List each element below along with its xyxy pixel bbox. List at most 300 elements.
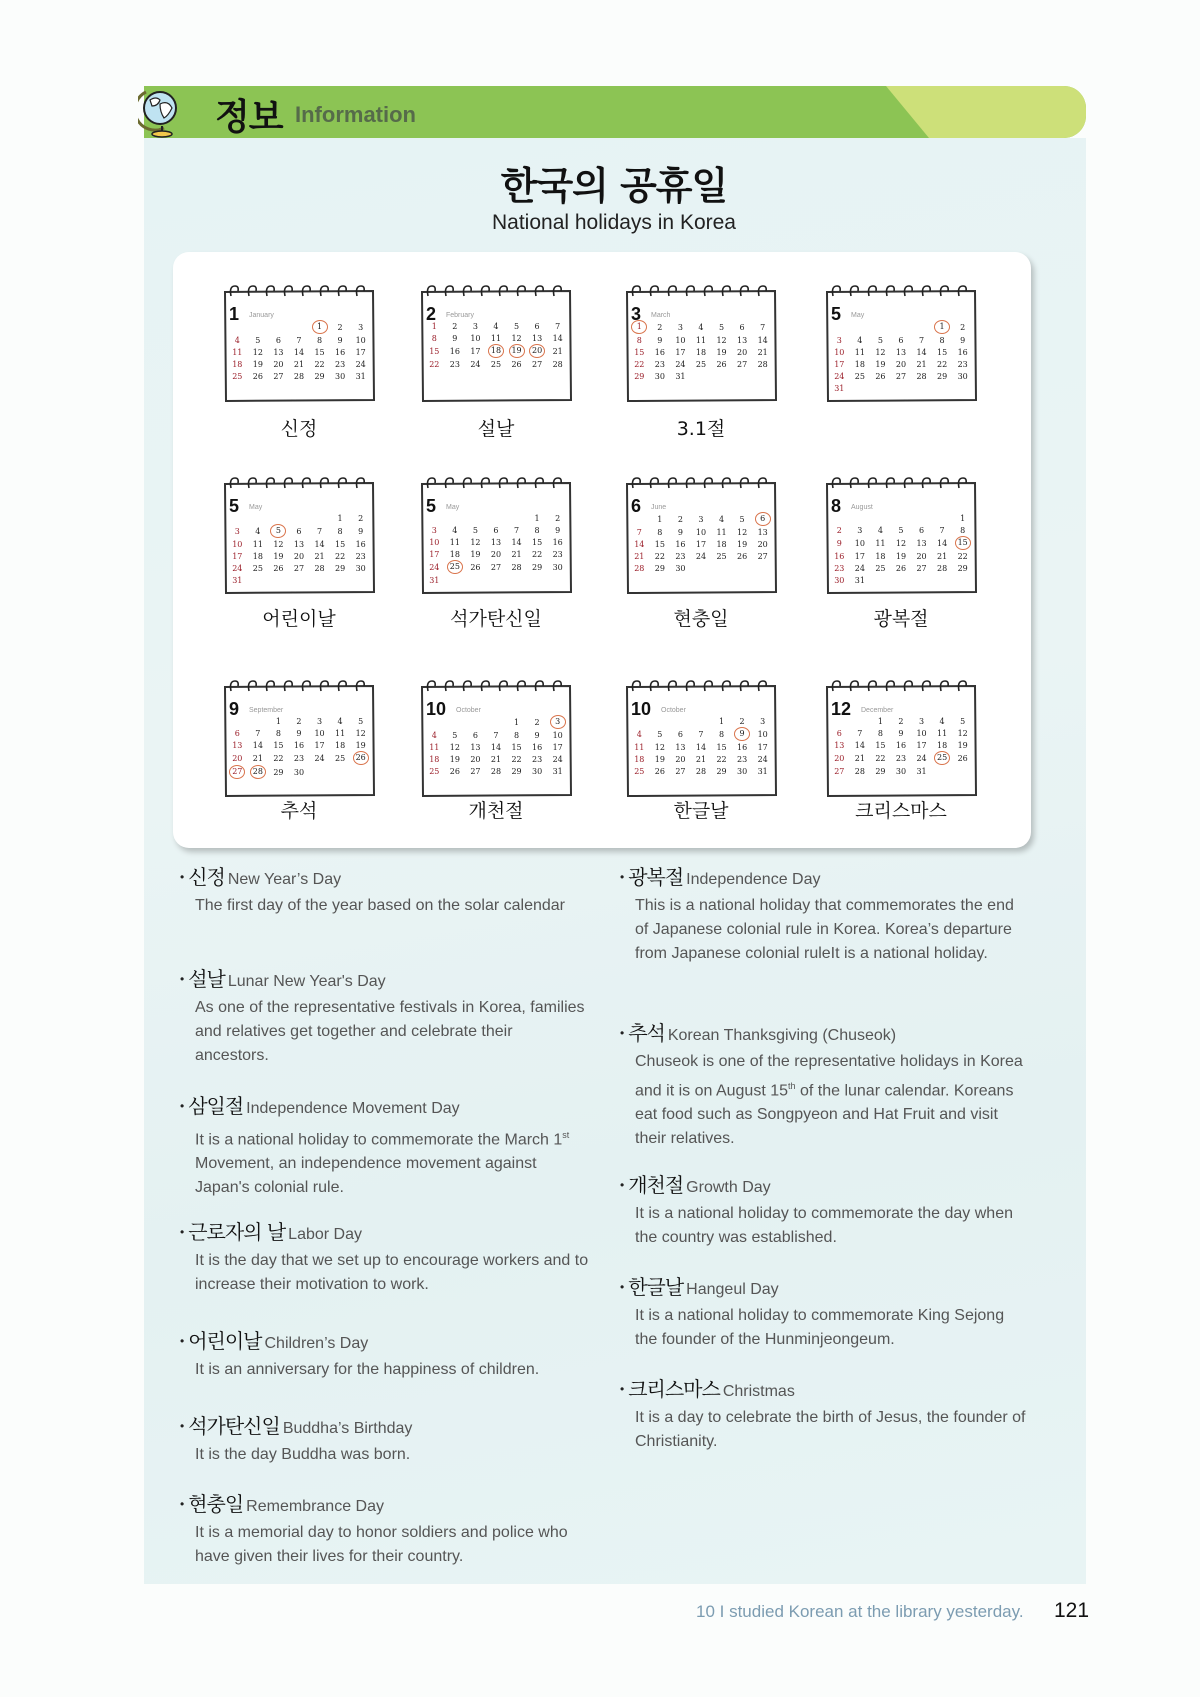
calendar-day: 8 xyxy=(960,525,966,535)
calendar-day: 16 xyxy=(355,539,366,549)
holiday-name-english: Buddha’s Birthday xyxy=(282,1420,413,1437)
calendar-day: 23 xyxy=(293,753,305,763)
calendar-day: 21 xyxy=(490,754,502,764)
calendar-day: 11 xyxy=(449,537,460,547)
calendar-day: 25 xyxy=(716,551,727,561)
calendar-day: 18 xyxy=(232,359,243,369)
calendar-day: 17 xyxy=(854,551,865,561)
calendar-day-holiday: 19 xyxy=(506,344,527,358)
calendar-day: 26 xyxy=(957,753,968,763)
calendar-day: 23 xyxy=(675,551,686,561)
calendar-day: 5 xyxy=(960,716,966,726)
calendar-day: 21 xyxy=(511,549,522,559)
calendar-day: 30 xyxy=(895,766,907,776)
calendar-days-grid xyxy=(829,512,973,586)
calendar-day: 17 xyxy=(834,359,845,369)
calendar-day: 23 xyxy=(834,563,845,573)
calendar-day: 24 xyxy=(757,754,768,764)
calendar-day: 30 xyxy=(834,575,845,585)
bullet-icon: • xyxy=(620,870,625,884)
calendar-day: 7 xyxy=(255,728,261,738)
calendar-day: 13 xyxy=(232,740,243,750)
calendar-holiday-label: 광복절 xyxy=(873,608,929,630)
calendar-day: 30 xyxy=(737,766,748,776)
calendar-day: 11 xyxy=(634,742,645,752)
calendar-day: 28 xyxy=(490,766,502,776)
calendar-day: 20 xyxy=(675,754,686,764)
calendar-day: 17 xyxy=(695,539,707,549)
calendar-day: 31 xyxy=(232,575,243,585)
calendar-day: 16 xyxy=(737,742,748,752)
calendar-day: 6 xyxy=(472,730,478,740)
calendar-day: 8 xyxy=(939,335,945,345)
calendar-month-number: 9 xyxy=(229,699,240,719)
calendar-day: 20 xyxy=(757,539,768,549)
calendar-day: 26 xyxy=(252,371,263,381)
calendar-day: 12 xyxy=(355,728,366,738)
calendar-day: 20 xyxy=(895,359,907,369)
calendar-days-grid xyxy=(629,320,773,382)
calendar-day: 12 xyxy=(273,539,284,549)
calendar-day: 12 xyxy=(716,335,727,345)
calendar-day: 24 xyxy=(834,371,845,381)
calendar-day: 17 xyxy=(232,551,243,561)
calendar-day: 16 xyxy=(895,740,907,750)
calendar-day: 31 xyxy=(429,575,440,585)
calendar-day: 2 xyxy=(677,514,683,524)
calendar-day: 28 xyxy=(916,371,927,381)
holiday-description: It is a national holiday to commemorate the day when the country was established. xyxy=(635,1205,1013,1246)
holiday-name-english: Children’s Day xyxy=(264,1335,369,1352)
calendar-day: 17 xyxy=(552,742,563,752)
holiday-entry xyxy=(180,1221,590,1297)
calendar-day: 26 xyxy=(875,371,886,381)
calendar-day: 3 xyxy=(677,322,683,332)
calendar-day: 22 xyxy=(716,754,727,764)
calendar-day: 29 xyxy=(532,562,543,572)
calendar-day: 23 xyxy=(449,359,460,369)
calendar-day: 19 xyxy=(470,549,481,559)
holiday-entry-heading xyxy=(620,1276,1030,1301)
calendar-day: 7 xyxy=(636,527,642,537)
calendar-day: 10 xyxy=(355,335,366,345)
calendar-days-grid xyxy=(629,715,773,777)
holiday-description: The first day of the year based on the solar calendar xyxy=(195,897,565,914)
calendar-month-number: 5 xyxy=(831,304,842,324)
calendar-day: 29 xyxy=(957,563,968,573)
calendar-day-holiday: 20 xyxy=(527,344,548,358)
calendar-day: 18 xyxy=(695,347,707,357)
calendar-day: 28 xyxy=(937,563,948,573)
bullet-icon: • xyxy=(180,870,185,884)
calendar-day: 28 xyxy=(314,563,325,573)
calendar-day: 21 xyxy=(937,551,948,561)
calendar-day: 14 xyxy=(854,740,865,750)
calendar-day-holiday: 3 xyxy=(547,715,568,729)
calendar-december xyxy=(825,677,977,791)
calendar-day: 4 xyxy=(431,730,437,740)
calendar-day: 13 xyxy=(273,347,284,357)
calendar-month-number: 3 xyxy=(631,304,642,324)
calendar-day-holiday: 27 xyxy=(227,765,248,779)
holiday-entry xyxy=(180,968,590,1068)
calendar-day: 6 xyxy=(275,335,281,345)
calendar-day: 16 xyxy=(834,551,845,561)
calendar-day: 22 xyxy=(957,551,968,561)
calendar-day: 2 xyxy=(657,322,663,332)
calendar-month-name: May xyxy=(249,504,263,511)
calendar-day: 5 xyxy=(513,321,520,331)
holiday-entry xyxy=(620,866,1030,966)
calendar-day: 4 xyxy=(698,322,704,332)
holiday-entry-heading xyxy=(620,866,1030,891)
calendar-day: 11 xyxy=(695,335,707,345)
holiday-description: It is a national holiday to commemorate King Sejong the founder of the Hunminjeongeum. xyxy=(635,1307,1005,1348)
calendar-day: 15 xyxy=(875,740,886,750)
calendar-day: 12 xyxy=(654,742,665,752)
calendar-day: 27 xyxy=(532,359,543,369)
calendar-day: 12 xyxy=(449,742,460,752)
calendar-month-number: 2 xyxy=(426,304,437,324)
holiday-name-english: Remembrance Day xyxy=(246,1498,384,1515)
calendar-day: 22 xyxy=(654,551,665,561)
calendar-holiday-label: 어린이날 xyxy=(262,608,336,630)
calendar-day: 16 xyxy=(532,742,543,752)
calendar-day: 8 xyxy=(534,525,540,535)
calendar-day: 24 xyxy=(854,563,865,573)
calendar-day: 30 xyxy=(293,767,305,777)
calendar-day: 11 xyxy=(429,742,440,752)
calendar-day: 22 xyxy=(634,359,645,369)
holiday-name-korean: 현충일 xyxy=(188,1492,244,1516)
calendar-day: 6 xyxy=(836,728,842,738)
calendar-day: 10 xyxy=(314,728,325,738)
calendar-day: 25 xyxy=(429,766,440,776)
calendar-day: 6 xyxy=(677,729,683,739)
calendar-day: 27 xyxy=(916,563,927,573)
calendar-day: 4 xyxy=(877,525,883,535)
ordinal-suffix: th xyxy=(788,1081,796,1091)
calendar-day: 12 xyxy=(957,728,968,738)
calendar-day: 29 xyxy=(937,371,948,381)
calendar-day-holiday: 5 xyxy=(268,524,289,538)
bullet-icon: • xyxy=(180,1334,185,1348)
calendar-day: 21 xyxy=(757,347,768,357)
bullet-icon: • xyxy=(620,1026,625,1040)
calendar-days-grid xyxy=(227,715,371,779)
calendar-day: 8 xyxy=(718,729,725,739)
calendar-day: 21 xyxy=(552,346,563,356)
calendar-days-grid xyxy=(829,320,973,394)
calendar-month-name: October xyxy=(661,707,686,714)
calendar-day: 22 xyxy=(429,359,440,369)
calendar-holiday-label: 개천절 xyxy=(468,800,524,822)
calendar-august xyxy=(825,474,977,588)
calendar-march xyxy=(625,282,777,396)
holiday-name-korean: 근로자의 날 xyxy=(188,1220,286,1244)
calendar-day: 29 xyxy=(716,766,727,776)
calendar-may xyxy=(420,474,572,588)
calendar-month-number: 12 xyxy=(831,699,852,719)
calendar-day-holiday: 15 xyxy=(952,536,973,550)
bullet-icon: • xyxy=(180,1497,185,1511)
calendar-month-number: 5 xyxy=(229,496,240,516)
calendar-day: 16 xyxy=(335,347,346,357)
calendar-day: 9 xyxy=(960,335,966,345)
calendar-day: 14 xyxy=(695,742,707,752)
calendar-day: 13 xyxy=(675,742,686,752)
calendar-day: 31 xyxy=(854,575,865,585)
calendar-day: 5 xyxy=(452,730,458,740)
holiday-description: It is a day to celebrate the birth of Jesus, the founder of Christianity. xyxy=(635,1409,1026,1450)
holiday-entry-heading xyxy=(180,968,590,993)
calendar-card xyxy=(173,252,1031,848)
calendar-holiday-label: 신정 xyxy=(280,418,318,440)
calendar-day: 6 xyxy=(234,728,240,738)
calendar-day: 15 xyxy=(716,742,727,752)
calendar-february xyxy=(420,282,572,396)
description-part: Movement, an independence movement against Japan's colonial rule. xyxy=(195,1155,537,1197)
calendar-month-name: June xyxy=(651,504,667,511)
bullet-icon: • xyxy=(180,1225,185,1239)
calendar-day: 7 xyxy=(698,729,704,739)
calendar-day: 27 xyxy=(737,359,748,369)
calendar-june xyxy=(625,474,777,588)
globe-icon xyxy=(138,86,182,138)
calendar-day: 8 xyxy=(657,527,663,537)
calendar-day-holiday: 6 xyxy=(752,512,773,526)
calendar-days-grid xyxy=(424,715,568,777)
calendar-day: 4 xyxy=(636,729,642,739)
calendar-october xyxy=(420,677,572,791)
calendar-day: 17 xyxy=(916,740,927,750)
calendar-day: 11 xyxy=(232,347,243,357)
calendar-month-name: December xyxy=(861,707,894,714)
calendar-day: 17 xyxy=(675,347,686,357)
holiday-name-korean: 크리스마스 xyxy=(628,1377,720,1401)
calendar-day: 8 xyxy=(337,526,343,536)
calendar-day: 25 xyxy=(232,371,243,381)
calendar-day: 29 xyxy=(654,563,665,573)
calendar-day: 7 xyxy=(555,321,561,331)
calendar-day: 16 xyxy=(654,347,665,357)
holiday-entry xyxy=(620,1174,1030,1250)
calendar-day: 29 xyxy=(511,766,522,776)
calendar-day: 8 xyxy=(513,730,520,740)
calendar-day: 6 xyxy=(898,335,904,345)
calendar-day: 15 xyxy=(511,742,522,752)
calendar-day: 22 xyxy=(314,359,325,369)
holiday-name-english: New Year’s Day xyxy=(227,871,342,888)
calendar-day: 18 xyxy=(449,549,460,559)
calendar-day: 3 xyxy=(472,321,478,331)
calendar-day: 4 xyxy=(718,514,725,524)
calendar-day: 2 xyxy=(358,513,364,523)
holiday-entry-heading xyxy=(180,1221,590,1246)
calendar-day: 6 xyxy=(534,321,540,331)
holiday-entry-heading xyxy=(180,1095,590,1120)
calendar-day: 11 xyxy=(490,333,502,343)
holiday-description: It is the day Buddha was born. xyxy=(195,1446,411,1463)
calendar-day: 25 xyxy=(490,359,502,369)
calendar-day: 19 xyxy=(875,359,886,369)
calendar-day: 13 xyxy=(532,333,543,343)
calendar-days-grid xyxy=(424,512,568,586)
calendar-day: 19 xyxy=(895,551,907,561)
calendar-day: 10 xyxy=(552,730,563,740)
calendar-day: 19 xyxy=(449,754,460,764)
calendar-day: 21 xyxy=(252,753,263,763)
calendar-holiday-label: 석가탄신일 xyxy=(450,608,542,630)
calendar-day: 7 xyxy=(296,335,302,345)
holiday-entry-heading xyxy=(180,1493,590,1518)
holiday-entry xyxy=(180,1330,590,1382)
holiday-entry-heading xyxy=(180,1330,590,1355)
calendar-day: 15 xyxy=(335,539,346,549)
calendar-october xyxy=(625,677,777,791)
calendar-day: 5 xyxy=(472,525,478,535)
calendar-holiday-label: 현충일 xyxy=(673,608,729,630)
calendar-month-name: September xyxy=(249,707,284,714)
calendar-day: 5 xyxy=(657,729,663,739)
holiday-entry xyxy=(620,1022,1030,1151)
calendar-day: 1 xyxy=(960,513,966,523)
calendar-day: 10 xyxy=(232,539,243,549)
calendar-day: 2 xyxy=(555,513,561,523)
holiday-entry xyxy=(180,1493,590,1569)
calendar-day-holiday: 28 xyxy=(248,765,269,779)
calendar-day: 26 xyxy=(716,359,727,369)
calendar-day: 19 xyxy=(957,740,968,750)
calendar-day: 10 xyxy=(695,527,707,537)
calendar-day: 8 xyxy=(877,728,883,738)
calendar-day: 23 xyxy=(895,753,907,763)
calendar-day: 22 xyxy=(937,359,948,369)
calendar-holiday-label: 한글날 xyxy=(673,800,729,822)
calendar-day: 4 xyxy=(452,525,458,535)
calendar-january xyxy=(223,282,375,396)
calendar-day: 21 xyxy=(854,753,865,763)
calendar-day: 24 xyxy=(429,562,440,572)
calendar-day: 9 xyxy=(358,526,364,536)
calendar-day: 5 xyxy=(898,525,904,535)
calendar-day: 8 xyxy=(636,335,642,345)
holiday-entry xyxy=(180,1415,590,1467)
calendar-day: 14 xyxy=(757,335,768,345)
calendar-day: 19 xyxy=(273,551,284,561)
calendar-day: 14 xyxy=(916,347,927,357)
calendar-day: 31 xyxy=(355,371,366,381)
calendar-day: 30 xyxy=(532,766,543,776)
calendar-day: 15 xyxy=(532,537,543,547)
calendar-day: 9 xyxy=(555,525,561,535)
calendar-day: 3 xyxy=(918,716,925,726)
calendar-day: 7 xyxy=(857,728,863,738)
calendar-day: 3 xyxy=(431,525,437,535)
calendar-month-number: 10 xyxy=(426,699,447,719)
calendar-day: 8 xyxy=(431,333,437,343)
calendar-day: 8 xyxy=(316,335,323,345)
calendar-day: 25 xyxy=(695,359,707,369)
calendar-day: 3 xyxy=(836,335,842,345)
calendar-holiday-label: 추석 xyxy=(280,800,318,822)
calendar-day-holiday: 1 xyxy=(309,320,330,334)
calendar-day: 23 xyxy=(355,551,366,561)
holiday-entry xyxy=(180,1095,590,1200)
holiday-name-korean: 석가탄신일 xyxy=(188,1414,280,1438)
calendar-day: 2 xyxy=(960,322,966,332)
calendar-day-holiday: 25 xyxy=(932,751,953,765)
calendar-day: 25 xyxy=(854,371,865,381)
calendar-day: 31 xyxy=(757,766,768,776)
description-part: It is a national holiday to commemorate the March 1 xyxy=(195,1131,563,1149)
calendar-day: 19 xyxy=(654,754,665,764)
holiday-entry-heading xyxy=(620,1022,1030,1047)
holiday-name-english: Labor Day xyxy=(288,1226,362,1243)
calendar-day: 5 xyxy=(718,322,725,332)
holiday-name-korean: 추석 xyxy=(628,1021,665,1045)
calendar-day: 9 xyxy=(657,335,663,345)
calendar-day: 7 xyxy=(316,526,323,536)
calendar-day: 28 xyxy=(511,562,522,572)
calendar-day: 21 xyxy=(293,359,305,369)
calendar-may xyxy=(223,474,375,588)
calendar-day: 3 xyxy=(358,322,364,332)
calendar-day: 11 xyxy=(335,728,346,738)
calendar-day: 24 xyxy=(675,359,686,369)
calendar-day: 4 xyxy=(857,335,863,345)
calendar-day: 7 xyxy=(760,322,766,332)
calendar-day: 10 xyxy=(916,728,927,738)
calendar-day: 18 xyxy=(875,551,886,561)
calendar-day: 26 xyxy=(273,563,284,573)
calendar-day-holiday: 26 xyxy=(350,751,371,765)
calendar-day: 15 xyxy=(937,347,948,357)
calendar-day: 2 xyxy=(452,321,458,331)
calendar-day: 14 xyxy=(490,742,502,752)
calendar-day: 16 xyxy=(552,537,563,547)
calendar-day: 27 xyxy=(675,766,686,776)
holiday-entry xyxy=(620,1378,1030,1454)
calendar-days-grid xyxy=(829,715,973,777)
calendar-day: 11 xyxy=(937,728,948,738)
calendar-day: 13 xyxy=(737,335,748,345)
calendar-day: 13 xyxy=(470,742,481,752)
holiday-entry-heading xyxy=(180,1415,590,1440)
calendar-day-holiday: 18 xyxy=(486,344,507,358)
calendar-day: 5 xyxy=(255,335,261,345)
calendar-holiday-label: 크리스마스 xyxy=(855,800,947,822)
calendar-day: 27 xyxy=(470,766,481,776)
calendar-day: 20 xyxy=(834,753,845,763)
page-title-korean: 한국의 공휴일 xyxy=(500,164,728,208)
calendar-days-grid xyxy=(424,320,568,370)
footer-lesson-title: 10 I studied Korean at the library yesterday. xyxy=(696,1602,1024,1621)
holiday-name-korean: 개천절 xyxy=(628,1173,684,1197)
calendar-day: 17 xyxy=(470,346,481,356)
calendar-day: 9 xyxy=(898,728,904,738)
calendar-day: 2 xyxy=(296,716,302,726)
calendar-day: 22 xyxy=(532,549,543,559)
calendar-day: 19 xyxy=(737,539,748,549)
calendar-days-grid xyxy=(227,512,371,586)
calendar-day: 24 xyxy=(552,754,563,764)
calendar-day: 30 xyxy=(355,563,366,573)
calendar-day: 29 xyxy=(273,767,284,777)
ordinal-suffix: st xyxy=(562,1130,570,1140)
calendar-day: 28 xyxy=(634,563,645,573)
calendar-day: 16 xyxy=(449,346,460,356)
